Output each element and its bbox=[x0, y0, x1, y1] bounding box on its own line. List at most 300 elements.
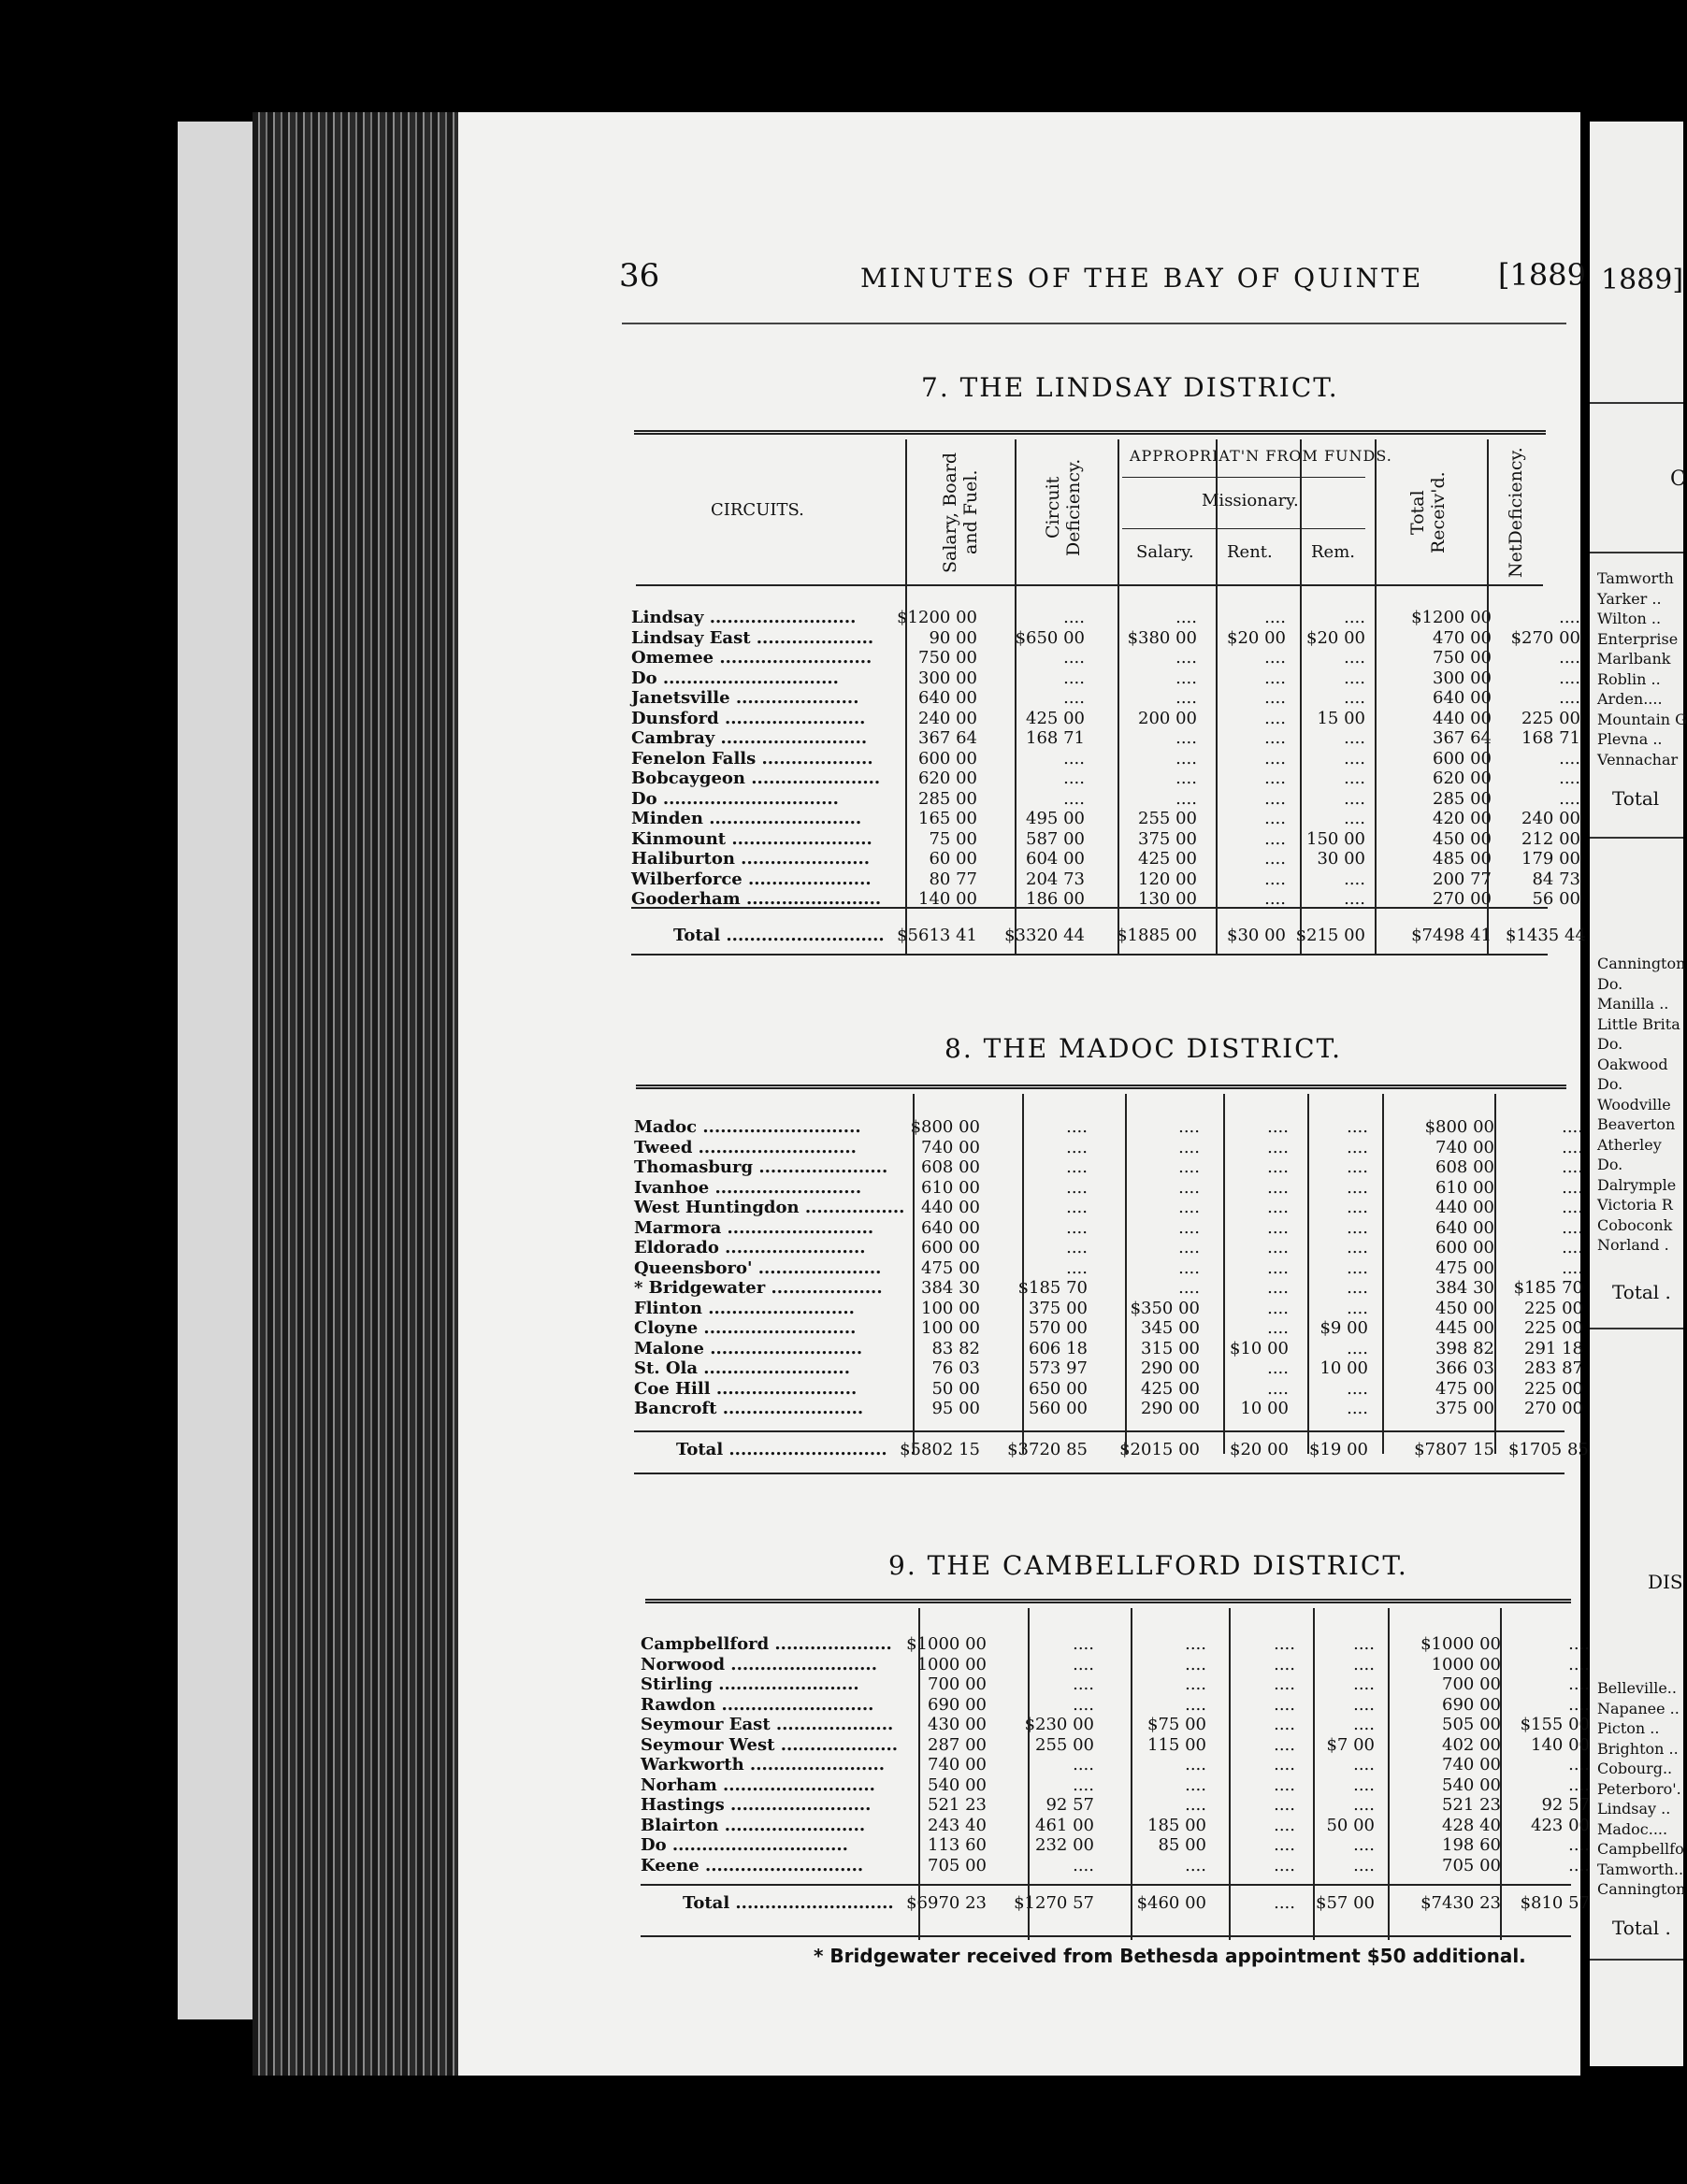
missionary-salary-value: 200 00 bbox=[1138, 708, 1197, 728]
missionary-rent-value: .... bbox=[1267, 1177, 1289, 1198]
total-received-value: $800 00 bbox=[1424, 1117, 1494, 1137]
missionary-salary-value: .... bbox=[1178, 1217, 1200, 1238]
net-deficiency-value: 179 00 bbox=[1521, 849, 1580, 869]
salary-value: 90 00 bbox=[929, 627, 977, 648]
missionary-salary-value: 185 00 bbox=[1147, 1815, 1206, 1835]
salary-value: 430 00 bbox=[928, 1715, 987, 1734]
salary-value: $800 00 bbox=[910, 1117, 980, 1137]
deficiency-value: 232 00 bbox=[1035, 1835, 1094, 1855]
missionary-salary-value: 345 00 bbox=[1141, 1318, 1200, 1338]
missionary-header: Missionary. bbox=[1202, 491, 1299, 510]
missionary-salary-value: .... bbox=[1175, 788, 1197, 809]
net-deficiency-value: $155 00 bbox=[1520, 1715, 1590, 1734]
deficiency-value: .... bbox=[1066, 1257, 1088, 1278]
salary-value: 240 00 bbox=[918, 708, 977, 728]
circuit-name: Do .............................. bbox=[631, 788, 839, 809]
deficiency-value: .... bbox=[1073, 1634, 1094, 1654]
total-received-value: 440 00 bbox=[1433, 708, 1492, 728]
total-received-value: 420 00 bbox=[1433, 809, 1492, 828]
total-received-value: 450 00 bbox=[1433, 828, 1492, 849]
facing-page-item: Oakwood bbox=[1597, 1055, 1668, 1073]
net-deficiency-value: .... bbox=[1559, 608, 1580, 627]
facing-page-item: Roblin .. bbox=[1597, 669, 1661, 688]
circuit-name: * Bridgewater ................... bbox=[634, 1278, 883, 1298]
facing-page-item: Napanee .. bbox=[1597, 1699, 1680, 1717]
missionary-rent-value: .... bbox=[1264, 688, 1286, 708]
missionary-rent-value: .... bbox=[1274, 1634, 1295, 1654]
net-deficiency-value: .... bbox=[1562, 1137, 1583, 1157]
total-received-value: 705 00 bbox=[1442, 1855, 1501, 1875]
scan-margin bbox=[178, 122, 252, 2019]
salary-value: 750 00 bbox=[918, 648, 977, 668]
missionary-rem-value: .... bbox=[1347, 1198, 1368, 1217]
total-received-value: 384 30 bbox=[1435, 1278, 1494, 1298]
missionary-rent-value: .... bbox=[1267, 1117, 1289, 1137]
circuit-name: Omemee .......................... bbox=[631, 648, 872, 668]
facing-page-item: Enterprise bbox=[1597, 629, 1679, 648]
salary-value: 521 23 bbox=[928, 1795, 987, 1815]
missionary-rent-value: .... bbox=[1267, 1358, 1289, 1378]
deficiency-value: 186 00 bbox=[1026, 889, 1085, 909]
missionary-rent-value: .... bbox=[1264, 708, 1286, 728]
missionary-rent-value: .... bbox=[1274, 1893, 1295, 1913]
table-top-rule bbox=[636, 1085, 1566, 1089]
missionary-salary-value: .... bbox=[1175, 668, 1197, 688]
missionary-rent-value: $10 00 bbox=[1230, 1338, 1289, 1358]
total-received-value: 521 23 bbox=[1442, 1795, 1501, 1815]
salary-value: 300 00 bbox=[918, 668, 977, 688]
missionary-salary-value: $1885 00 bbox=[1117, 926, 1197, 945]
missionary-salary-value: $460 00 bbox=[1136, 1893, 1206, 1913]
column-divider bbox=[1117, 439, 1119, 954]
circuits-header: CIRCUITS. bbox=[711, 500, 804, 520]
total-received-value: 1000 00 bbox=[1431, 1654, 1501, 1674]
column-divider bbox=[1229, 1608, 1231, 1940]
missionary-rem-value: 50 00 bbox=[1326, 1815, 1375, 1835]
header-bottom-rule bbox=[636, 584, 1543, 586]
missionary-rem-value: $20 00 bbox=[1306, 627, 1365, 648]
total-rule bbox=[634, 1430, 1564, 1432]
facing-page-item: Yarker .. bbox=[1597, 589, 1662, 608]
missionary-rem-value: .... bbox=[1344, 748, 1365, 769]
salary-header: Salary, Board and Fuel. bbox=[940, 452, 981, 573]
salary-value: $1000 00 bbox=[906, 1634, 987, 1654]
missionary-rent-value: .... bbox=[1264, 728, 1286, 748]
total-received-value: 640 00 bbox=[1433, 688, 1492, 708]
circuit-name: Do .............................. bbox=[641, 1835, 848, 1855]
facing-page-list bbox=[1597, 1678, 1685, 1900]
salary-value: 95 00 bbox=[931, 1399, 980, 1418]
facing-page-year: 1889] bbox=[1601, 264, 1684, 296]
column-divider bbox=[905, 439, 907, 954]
total-received-value: 600 00 bbox=[1435, 1238, 1494, 1257]
facing-page-item: Mountain G bbox=[1597, 710, 1687, 728]
circuit-name: Rawdon .......................... bbox=[641, 1694, 874, 1715]
salary-value: 640 00 bbox=[918, 688, 977, 708]
salary-value: 140 00 bbox=[918, 889, 977, 909]
net-deficiency-value: 56 00 bbox=[1532, 889, 1580, 909]
circuit-name: Cloyne .......................... bbox=[634, 1318, 857, 1338]
missionary-rent-value: .... bbox=[1267, 1217, 1289, 1238]
net-deficiency-value: .... bbox=[1562, 1157, 1583, 1177]
missionary-rem-value: .... bbox=[1353, 1755, 1375, 1774]
circuit-name: Total ........................... bbox=[683, 1893, 894, 1913]
facing-page-item: Arden.... bbox=[1597, 690, 1663, 708]
missionary-salary-value: $2015 00 bbox=[1119, 1440, 1200, 1459]
net-deficiency-value: .... bbox=[1559, 668, 1580, 688]
missionary-rent-value: .... bbox=[1274, 1654, 1295, 1674]
missionary-rent-value: .... bbox=[1264, 608, 1286, 627]
column-divider bbox=[1388, 1608, 1390, 1940]
net-deficiency-value: $270 00 bbox=[1510, 627, 1580, 648]
salary-value: 440 00 bbox=[921, 1198, 980, 1217]
total-received-value: 198 60 bbox=[1442, 1835, 1501, 1855]
total-received-value: 640 00 bbox=[1435, 1217, 1494, 1238]
column-divider bbox=[1125, 1094, 1127, 1454]
salary-value: 600 00 bbox=[918, 748, 977, 769]
net-deficiency-header: NetDeficiency. bbox=[1506, 447, 1526, 578]
circuit-name: Eldorado ........................ bbox=[634, 1238, 866, 1257]
total-received-value: 485 00 bbox=[1433, 849, 1492, 869]
missionary-salary-value: .... bbox=[1178, 1278, 1200, 1298]
net-deficiency-value: 225 00 bbox=[1524, 1318, 1583, 1338]
salary-value: 243 40 bbox=[928, 1815, 987, 1835]
section-title: 9. THE CAMBELLFORD DISTRICT. bbox=[888, 1550, 1408, 1581]
facing-page-list bbox=[1597, 954, 1685, 1256]
salary-value: 608 00 bbox=[921, 1157, 980, 1177]
table-top-rule bbox=[634, 430, 1546, 435]
missionary-rem-value: 10 00 bbox=[1319, 1358, 1368, 1378]
facing-page-header: DIS bbox=[1648, 1571, 1683, 1593]
missionary-rent-value: .... bbox=[1267, 1378, 1289, 1399]
column-divider bbox=[1223, 1094, 1225, 1454]
facing-page-total: Total . bbox=[1612, 1281, 1671, 1303]
missionary-rent-value: $20 00 bbox=[1230, 1440, 1289, 1459]
circuit-name: Ivanhoe ......................... bbox=[634, 1177, 862, 1198]
facing-page-item: Do. bbox=[1597, 1075, 1623, 1093]
facing-page-item: Manilla .. bbox=[1597, 995, 1669, 1013]
missionary-rem-value: .... bbox=[1344, 728, 1365, 748]
missionary-rent-value: .... bbox=[1274, 1755, 1295, 1774]
missionary-salary-value: 115 00 bbox=[1147, 1734, 1206, 1755]
missionary-salary-value: .... bbox=[1178, 1137, 1200, 1157]
missionary-rent-value: .... bbox=[1274, 1674, 1295, 1694]
rule bbox=[1122, 477, 1365, 478]
page-number: 36 bbox=[619, 257, 660, 295]
circuit-name: Blairton ........................ bbox=[641, 1815, 866, 1835]
missionary-rem-value: .... bbox=[1353, 1634, 1375, 1654]
net-deficiency-value: 283 87 bbox=[1524, 1358, 1583, 1378]
missionary-rent-value: .... bbox=[1264, 889, 1286, 909]
missionary-rent-value: .... bbox=[1267, 1137, 1289, 1157]
net-deficiency-value: .... bbox=[1559, 688, 1580, 708]
deficiency-value: .... bbox=[1073, 1855, 1094, 1875]
missionary-salary-value: .... bbox=[1185, 1694, 1206, 1715]
column-divider bbox=[1487, 439, 1489, 954]
facing-page-item: Tamworth.. bbox=[1597, 1860, 1684, 1878]
net-deficiency-value: $1435 44 bbox=[1506, 926, 1586, 945]
circuit-name: St. Ola ......................... bbox=[634, 1358, 850, 1378]
facing-page-list bbox=[1597, 568, 1687, 769]
net-deficiency-value: .... bbox=[1559, 788, 1580, 809]
deficiency-value: .... bbox=[1063, 788, 1085, 809]
total-rule bbox=[631, 954, 1548, 956]
missionary-salary-value: .... bbox=[1178, 1238, 1200, 1257]
circuit-name: Norham .......................... bbox=[641, 1774, 875, 1795]
missionary-rent-value: .... bbox=[1267, 1257, 1289, 1278]
circuit-name: Campbellford .................... bbox=[641, 1634, 892, 1654]
facing-page-item: Dalrymple bbox=[1597, 1175, 1677, 1194]
appropriations-header: APPROPRIAT'N FROM FUNDS. bbox=[1130, 447, 1392, 465]
total-received-value: 505 00 bbox=[1442, 1715, 1501, 1734]
deficiency-header: Circuit Deficiency. bbox=[1043, 458, 1084, 556]
missionary-rem-value: 15 00 bbox=[1317, 708, 1365, 728]
missionary-salary-value: .... bbox=[1178, 1117, 1200, 1137]
circuit-name: Total ........................... bbox=[676, 1440, 887, 1459]
salary-value: 705 00 bbox=[928, 1855, 987, 1875]
missionary-rem-value: $57 00 bbox=[1316, 1893, 1375, 1913]
salary-value: 690 00 bbox=[928, 1694, 987, 1715]
rule bbox=[1590, 837, 1683, 839]
total-received-value: $7807 15 bbox=[1414, 1440, 1494, 1459]
missionary-rem-value: .... bbox=[1344, 608, 1365, 627]
facing-page-item: Cannington bbox=[1597, 955, 1686, 972]
salary-value: 75 00 bbox=[929, 828, 977, 849]
facing-page-item: Vennachar bbox=[1597, 750, 1679, 769]
facing-page-item: Peterboro'. bbox=[1597, 1779, 1681, 1798]
total-rule bbox=[631, 907, 1548, 909]
salary-value: 50 00 bbox=[931, 1378, 980, 1399]
facing-page-item: Victoria R bbox=[1597, 1196, 1673, 1214]
facing-page-item: Cannington bbox=[1597, 1880, 1686, 1898]
missionary-rent-value: .... bbox=[1274, 1855, 1295, 1875]
circuit-name: Bancroft ........................ bbox=[634, 1399, 864, 1418]
deficiency-value: 375 00 bbox=[1029, 1298, 1088, 1318]
total-received-value: 402 00 bbox=[1442, 1734, 1501, 1755]
section-title: 7. THE LINDSAY DISTRICT. bbox=[921, 372, 1339, 403]
missionary-rem-value: .... bbox=[1347, 1117, 1368, 1137]
total-received-value: 428 40 bbox=[1442, 1815, 1501, 1835]
circuit-name: Total ........................... bbox=[673, 926, 885, 945]
facing-page-item: Woodville bbox=[1597, 1095, 1671, 1114]
missionary-rent-value: $30 00 bbox=[1227, 926, 1286, 945]
net-deficiency-value: .... bbox=[1559, 769, 1580, 788]
net-deficiency-value: 84 73 bbox=[1532, 869, 1580, 889]
salary-value: 600 00 bbox=[921, 1238, 980, 1257]
facing-page-item: Campbellfo bbox=[1597, 1840, 1684, 1858]
missionary-rem-value: .... bbox=[1347, 1338, 1368, 1358]
facing-page-item: Beaverton bbox=[1597, 1115, 1676, 1133]
column-divider bbox=[1300, 439, 1302, 954]
subheader-rent: Rent. bbox=[1227, 542, 1273, 562]
missionary-rem-value: $215 00 bbox=[1295, 926, 1365, 945]
footnote: * Bridgewater received from Bethesda appointment $50 additional. bbox=[814, 1945, 1526, 1967]
deficiency-value: 255 00 bbox=[1035, 1734, 1094, 1755]
salary-value: 740 00 bbox=[928, 1755, 987, 1774]
deficiency-value: 573 97 bbox=[1029, 1358, 1088, 1378]
missionary-rem-value: $19 00 bbox=[1309, 1440, 1368, 1459]
missionary-rem-value: .... bbox=[1353, 1835, 1375, 1855]
circuit-name: Cambray ......................... bbox=[631, 728, 868, 748]
missionary-rem-value: .... bbox=[1347, 1257, 1368, 1278]
facing-page-item: Do. bbox=[1597, 1156, 1623, 1173]
salary-value: 113 60 bbox=[928, 1835, 987, 1855]
column-divider bbox=[1375, 439, 1377, 954]
deficiency-value: .... bbox=[1073, 1774, 1094, 1795]
missionary-rem-value: .... bbox=[1347, 1217, 1368, 1238]
circuit-name: Seymour East .................... bbox=[641, 1715, 894, 1734]
deficiency-value: .... bbox=[1066, 1217, 1088, 1238]
deficiency-value: 587 00 bbox=[1026, 828, 1085, 849]
salary-value: 384 30 bbox=[921, 1278, 980, 1298]
deficiency-value: .... bbox=[1063, 668, 1085, 688]
page-title: MINUTES OF THE BAY OF QUINTE bbox=[860, 263, 1424, 294]
missionary-salary-value: .... bbox=[1175, 748, 1197, 769]
net-deficiency-value: $1705 85 bbox=[1508, 1440, 1589, 1459]
missionary-rem-value: 150 00 bbox=[1306, 828, 1365, 849]
total-received-value: 270 00 bbox=[1433, 889, 1492, 909]
circuit-name: Malone .......................... bbox=[634, 1338, 863, 1358]
missionary-rent-value: .... bbox=[1267, 1238, 1289, 1257]
deficiency-value: $185 70 bbox=[1017, 1278, 1088, 1298]
column-divider bbox=[1313, 1608, 1315, 1940]
deficiency-value: 495 00 bbox=[1026, 809, 1085, 828]
circuit-name: Do .............................. bbox=[631, 668, 839, 688]
rule bbox=[1590, 402, 1683, 404]
missionary-rent-value: .... bbox=[1264, 788, 1286, 809]
deficiency-value: 461 00 bbox=[1035, 1815, 1094, 1835]
net-deficiency-value: .... bbox=[1568, 1634, 1590, 1654]
deficiency-value: .... bbox=[1073, 1694, 1094, 1715]
salary-value: $5613 41 bbox=[897, 926, 977, 945]
total-received-value: 450 00 bbox=[1435, 1298, 1494, 1318]
net-deficiency-value: .... bbox=[1568, 1755, 1590, 1774]
rule bbox=[1590, 552, 1683, 553]
facing-page-item: Coboconk bbox=[1597, 1215, 1673, 1234]
net-deficiency-value: 291 18 bbox=[1524, 1338, 1583, 1358]
missionary-rent-value: $20 00 bbox=[1227, 627, 1286, 648]
circuit-name: Haliburton ...................... bbox=[631, 849, 871, 869]
circuit-name: Fenelon Falls ................... bbox=[631, 748, 873, 769]
missionary-rent-value: .... bbox=[1267, 1157, 1289, 1177]
missionary-salary-value: $350 00 bbox=[1130, 1298, 1200, 1318]
missionary-rem-value: .... bbox=[1353, 1674, 1375, 1694]
salary-value: $6970 23 bbox=[906, 1893, 987, 1913]
deficiency-value: .... bbox=[1073, 1654, 1094, 1674]
total-received-value: 475 00 bbox=[1435, 1378, 1494, 1399]
facing-page-item: Tamworth bbox=[1597, 569, 1674, 587]
missionary-salary-value: .... bbox=[1178, 1157, 1200, 1177]
missionary-rem-value: .... bbox=[1344, 889, 1365, 909]
facing-page-item: Little Brita bbox=[1597, 1014, 1680, 1033]
total-received-value: 690 00 bbox=[1442, 1694, 1501, 1715]
facing-page-item: Plevna .. bbox=[1597, 730, 1663, 748]
column-divider bbox=[918, 1608, 920, 1940]
total-rule bbox=[641, 1935, 1571, 1937]
deficiency-value: $1270 57 bbox=[1014, 1893, 1094, 1913]
missionary-salary-value: .... bbox=[1178, 1257, 1200, 1278]
total-received-value: 620 00 bbox=[1433, 769, 1492, 788]
circuit-name: Stirling ........................ bbox=[641, 1674, 859, 1694]
circuit-name: Kinmount ........................ bbox=[631, 828, 872, 849]
missionary-rent-value: .... bbox=[1264, 769, 1286, 788]
missionary-rem-value: .... bbox=[1347, 1278, 1368, 1298]
missionary-rem-value: .... bbox=[1353, 1774, 1375, 1795]
total-received-value: 740 00 bbox=[1442, 1755, 1501, 1774]
missionary-rent-value: .... bbox=[1267, 1278, 1289, 1298]
missionary-rem-value: .... bbox=[1344, 869, 1365, 889]
salary-value: 475 00 bbox=[921, 1257, 980, 1278]
missionary-rem-value: .... bbox=[1347, 1378, 1368, 1399]
net-deficiency-value: .... bbox=[1562, 1177, 1583, 1198]
circuit-name: Coe Hill ........................ bbox=[634, 1378, 858, 1399]
section-title: 8. THE MADOC DISTRICT. bbox=[944, 1033, 1343, 1064]
missionary-rem-value: .... bbox=[1344, 688, 1365, 708]
facing-page-item: Cobourg.. bbox=[1597, 1760, 1673, 1777]
missionary-rent-value: .... bbox=[1274, 1795, 1295, 1815]
total-received-value: 398 82 bbox=[1435, 1338, 1494, 1358]
missionary-salary-value: 290 00 bbox=[1141, 1358, 1200, 1378]
net-deficiency-value: .... bbox=[1568, 1674, 1590, 1694]
salary-value: 76 03 bbox=[931, 1358, 980, 1378]
facing-page-item: Wilton .. bbox=[1597, 610, 1662, 627]
salary-value: 540 00 bbox=[928, 1774, 987, 1795]
missionary-rent-value: .... bbox=[1264, 809, 1286, 828]
missionary-rem-value: .... bbox=[1344, 769, 1365, 788]
deficiency-value: 92 57 bbox=[1045, 1795, 1094, 1815]
circuit-name: Thomasburg ...................... bbox=[634, 1157, 888, 1177]
total-received-value: $1000 00 bbox=[1420, 1634, 1501, 1654]
rule bbox=[1122, 528, 1365, 529]
missionary-rent-value: .... bbox=[1267, 1318, 1289, 1338]
facing-page-item: Norland . bbox=[1597, 1236, 1669, 1254]
net-deficiency-value: $185 70 bbox=[1513, 1278, 1583, 1298]
column-divider bbox=[1131, 1608, 1132, 1940]
salary-value: 640 00 bbox=[921, 1217, 980, 1238]
missionary-rem-value: 30 00 bbox=[1317, 849, 1365, 869]
missionary-salary-value: 315 00 bbox=[1141, 1338, 1200, 1358]
salary-value: 100 00 bbox=[921, 1318, 980, 1338]
total-received-value: 610 00 bbox=[1435, 1177, 1494, 1198]
net-deficiency-value: .... bbox=[1559, 648, 1580, 668]
missionary-rem-value: .... bbox=[1353, 1694, 1375, 1715]
total-received-value: 445 00 bbox=[1435, 1318, 1494, 1338]
circuit-name: Norwood ......................... bbox=[641, 1654, 877, 1674]
page-header bbox=[619, 257, 1586, 304]
salary-value: 367 64 bbox=[918, 728, 977, 748]
book-page-edges bbox=[252, 112, 458, 2076]
deficiency-value: $650 00 bbox=[1015, 627, 1085, 648]
missionary-rent-value: .... bbox=[1264, 828, 1286, 849]
circuit-name: Flinton ......................... bbox=[634, 1298, 855, 1318]
deficiency-value: .... bbox=[1073, 1674, 1094, 1694]
missionary-rent-value: .... bbox=[1274, 1815, 1295, 1835]
salary-value: 1000 00 bbox=[916, 1654, 987, 1674]
missionary-salary-value: .... bbox=[1185, 1674, 1206, 1694]
total-received-value: 285 00 bbox=[1433, 788, 1492, 809]
salary-value: $5802 15 bbox=[900, 1440, 980, 1459]
total-received-value: 740 00 bbox=[1435, 1137, 1494, 1157]
facing-page-item: Marlbank bbox=[1597, 650, 1671, 668]
net-deficiency-value: .... bbox=[1568, 1835, 1590, 1855]
net-deficiency-value: .... bbox=[1562, 1257, 1583, 1278]
net-deficiency-value: 225 00 bbox=[1524, 1298, 1583, 1318]
facing-page-item: Lindsay .. bbox=[1597, 1800, 1671, 1818]
facing-page-item: Atherley bbox=[1597, 1135, 1662, 1154]
salary-value: 83 82 bbox=[931, 1338, 980, 1358]
net-deficiency-value: .... bbox=[1568, 1774, 1590, 1795]
total-received-value: 440 00 bbox=[1435, 1198, 1494, 1217]
